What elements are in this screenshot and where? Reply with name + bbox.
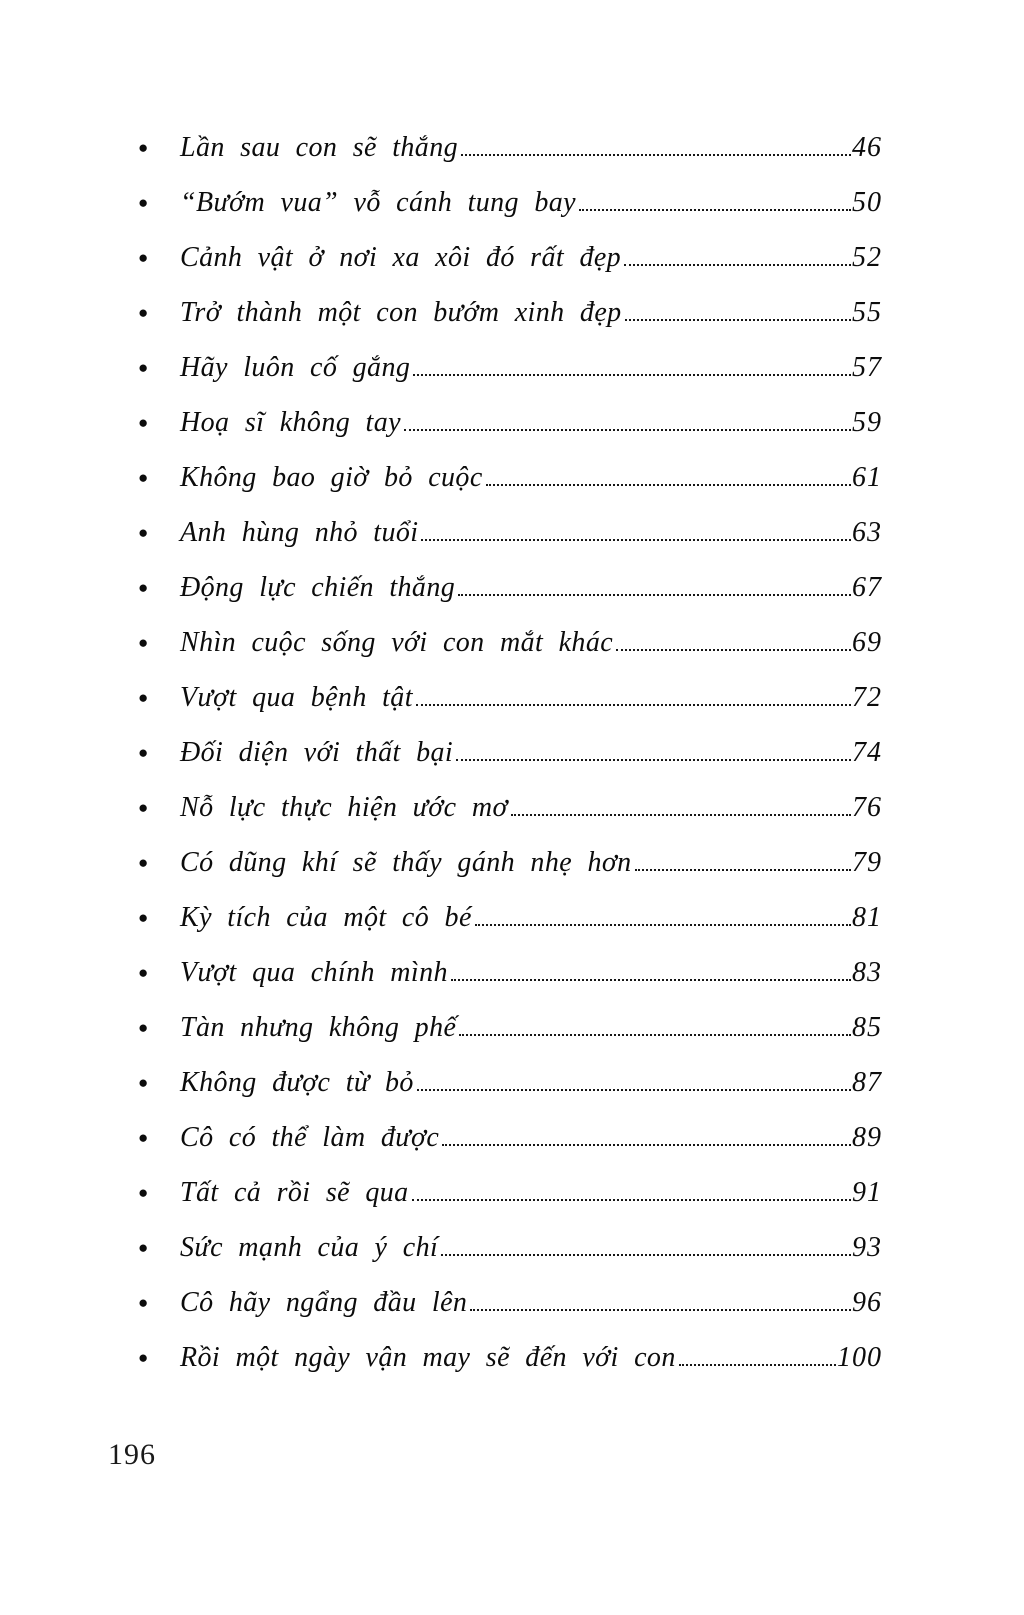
- bullet-icon: ●: [138, 1073, 149, 1092]
- toc-entry-title: Tất cả rồi sẽ qua: [180, 1177, 409, 1208]
- toc-entry-page-number: 91: [852, 1177, 882, 1208]
- bullet-icon: ●: [138, 303, 149, 322]
- toc-entry-title: Vượt qua chính mình: [180, 957, 448, 988]
- toc-entry: [138, 617, 882, 672]
- toc-entry-page-number: 81: [852, 902, 882, 933]
- bullet-icon: ●: [138, 963, 149, 982]
- toc-entry-title: Động lực chiến thắng: [180, 572, 456, 603]
- toc-entry-title: Đối diện với thất bại: [180, 737, 454, 768]
- toc-entry-page-number: 55: [852, 297, 882, 328]
- toc-entry-page-number: 89: [852, 1122, 882, 1153]
- toc-entry: [138, 782, 882, 837]
- bullet-icon: ●: [138, 1018, 149, 1037]
- toc-entry: [138, 122, 882, 177]
- toc-entry: [138, 397, 882, 452]
- toc-entry: [138, 562, 882, 617]
- dotted-leader: [461, 154, 851, 156]
- toc-entry-page-number: 87: [852, 1067, 882, 1098]
- page-number: 196: [108, 1438, 156, 1471]
- toc-entry: [138, 342, 882, 397]
- toc-entry-title: Tàn nhưng không phế: [180, 1012, 457, 1043]
- bullet-icon: ●: [138, 1293, 149, 1312]
- dotted-leader: [625, 319, 851, 321]
- toc-entry: [138, 1277, 882, 1332]
- dotted-leader: [486, 484, 851, 486]
- toc-entry-title: Cô có thể làm được: [180, 1122, 440, 1153]
- dotted-leader: [451, 979, 851, 981]
- toc-entry: [138, 727, 882, 782]
- dotted-leader: [456, 759, 851, 761]
- toc-entry-page-number: 74: [852, 737, 882, 768]
- toc-entry: [138, 1057, 882, 1112]
- toc-entry: [138, 452, 882, 507]
- dotted-leader: [441, 1254, 851, 1256]
- bullet-icon: ●: [138, 1183, 149, 1202]
- dotted-leader: [416, 704, 851, 706]
- bullet-icon: ●: [138, 1348, 149, 1367]
- toc-entry-title: Không được từ bỏ: [180, 1067, 414, 1098]
- toc-entry-page-number: 76: [852, 792, 882, 823]
- dotted-leader: [458, 594, 851, 596]
- toc-entry-page-number: 83: [852, 957, 882, 988]
- toc-entry: [138, 1002, 882, 1057]
- bullet-icon: ●: [138, 468, 149, 487]
- toc-entry: [138, 1222, 882, 1277]
- toc-entry-page-number: 57: [852, 352, 882, 383]
- toc-entry-page-number: 50: [852, 187, 882, 218]
- bullet-icon: ●: [138, 358, 149, 377]
- bullet-icon: ●: [138, 633, 149, 652]
- bullet-icon: ●: [138, 688, 149, 707]
- dotted-leader: [624, 264, 851, 266]
- dotted-leader: [417, 1089, 851, 1091]
- toc-entry-page-number: 69: [852, 627, 882, 658]
- toc-entry: [138, 892, 882, 947]
- toc-entry: [138, 837, 882, 892]
- toc-entry: [138, 1167, 882, 1222]
- toc-entry-title: Lần sau con sẽ thắng: [180, 132, 458, 163]
- bullet-icon: ●: [138, 908, 149, 927]
- bullet-icon: ●: [138, 743, 149, 762]
- toc-entry-title: Có dũng khí sẽ thấy gánh nhẹ hơn: [180, 847, 632, 878]
- dotted-leader: [616, 649, 851, 651]
- toc-entry: [138, 232, 882, 287]
- dotted-leader: [421, 539, 851, 541]
- toc-entry-page-number: 67: [852, 572, 882, 603]
- bullet-icon: ●: [138, 248, 149, 267]
- toc-entry: [138, 177, 882, 232]
- toc-entry: [138, 507, 882, 562]
- dotted-leader: [475, 924, 851, 926]
- toc-list: [138, 122, 882, 1387]
- toc-entry-page-number: 85: [852, 1012, 882, 1043]
- dotted-leader: [511, 814, 851, 816]
- toc-entry-title: Kỳ tích của một cô bé: [180, 902, 472, 933]
- toc-entry-title: Anh hùng nhỏ tuổi: [180, 517, 419, 548]
- toc-entry-title: Sức mạnh của ý chí: [180, 1232, 439, 1263]
- toc-entry: [138, 1112, 882, 1167]
- dotted-leader: [442, 1144, 851, 1146]
- toc-entry-title: Rồi một ngày vận may sẽ đến với con: [180, 1342, 676, 1373]
- toc-entry-page-number: 72: [852, 682, 882, 713]
- bullet-icon: ●: [138, 1128, 149, 1147]
- bullet-icon: ●: [138, 1238, 149, 1257]
- toc-entry-page-number: 63: [852, 517, 882, 548]
- toc-entry-page-number: 46: [852, 132, 882, 163]
- toc-entry-title: Vượt qua bệnh tật: [180, 682, 413, 713]
- bullet-icon: ●: [138, 798, 149, 817]
- toc-entry-title: Trở thành một con bướm xinh đẹp: [180, 297, 622, 328]
- toc-entry-title: Hoạ sĩ không tay: [180, 407, 401, 438]
- toc-entry-page-number: 59: [852, 407, 882, 438]
- toc-entry: [138, 287, 882, 342]
- toc-entry-page-number: 100: [837, 1342, 882, 1373]
- toc-entry-title: “Bướm vua” vỗ cánh tung bay: [180, 187, 576, 218]
- dotted-leader: [679, 1364, 836, 1366]
- toc-entry: [138, 672, 882, 727]
- toc-entry-title: Nỗ lực thực hiện ước mơ: [180, 792, 508, 823]
- toc-entry: [138, 1332, 882, 1387]
- dotted-leader: [412, 1199, 851, 1201]
- toc-entry-title: Không bao giờ bỏ cuộc: [180, 462, 483, 493]
- toc-entry-title: Nhìn cuộc sống với con mắt khác: [180, 627, 614, 658]
- dotted-leader: [413, 374, 851, 376]
- toc-entry-title: Cô hãy ngẩng đầu lên: [180, 1287, 468, 1318]
- toc-entry: [138, 947, 882, 1002]
- toc-entry-title: Hãy luôn cố gắng: [180, 352, 411, 383]
- dotted-leader: [459, 1034, 851, 1036]
- toc-entry-page-number: 79: [852, 847, 882, 878]
- dotted-leader: [470, 1309, 851, 1311]
- dotted-leader: [404, 429, 851, 431]
- bullet-icon: ●: [138, 193, 149, 212]
- bullet-icon: ●: [138, 853, 149, 872]
- dotted-leader: [579, 209, 851, 211]
- bullet-icon: ●: [138, 578, 149, 597]
- toc-entry-title: Cảnh vật ở nơi xa xôi đó rất đẹp: [180, 242, 622, 273]
- toc-entry-page-number: 61: [852, 462, 882, 493]
- bullet-icon: ●: [138, 138, 149, 157]
- toc-entry-page-number: 93: [852, 1232, 882, 1263]
- dotted-leader: [635, 869, 851, 871]
- toc-entry-page-number: 96: [852, 1287, 882, 1318]
- toc-entry-page-number: 52: [852, 242, 882, 273]
- bullet-icon: ●: [138, 413, 149, 432]
- bullet-icon: ●: [138, 523, 149, 542]
